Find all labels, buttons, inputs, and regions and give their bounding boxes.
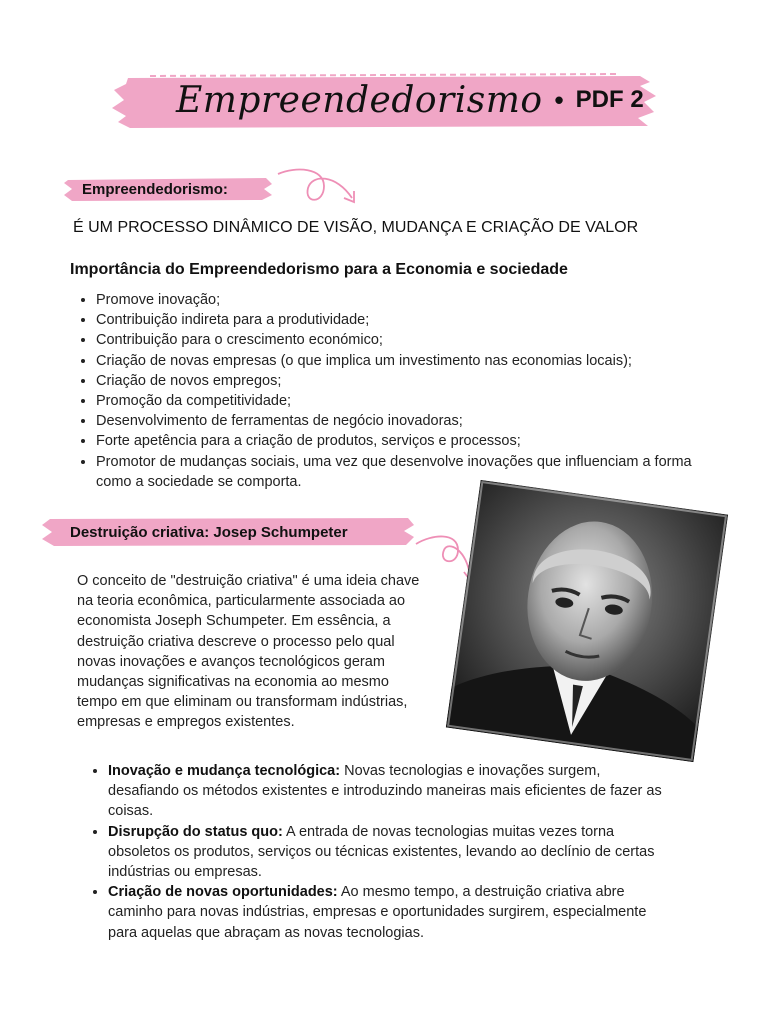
portrait-photo xyxy=(446,480,728,762)
list-item: • Contribuição indireta para a produtividade; xyxy=(96,310,726,330)
title-separator: • xyxy=(554,84,564,115)
list-item xyxy=(108,822,668,883)
item-text: Novas tecnologias e inovações surgem, desafiando os métodos existentes e introduzindo maneiras mais eficientes de fazer as coisas. xyxy=(108,763,662,820)
list-item: • Forte apetência para a criação de produtos, serviços e processos; xyxy=(96,431,726,451)
list-item: • Promotor de mudanças sociais, uma vez que desenvolve inovações que influenciam a forma como a sociedade se comporta. xyxy=(96,452,726,492)
importance-list xyxy=(78,290,726,492)
list-item xyxy=(108,761,668,822)
list-item: • Criação de novas empresas (o que implica um investimento nas economias locais); xyxy=(96,351,726,371)
item-text: Ao mesmo tempo, a destruição criativa abre caminho para novas indústrias, empresas e oportunidades surgirem, especialmente para aquelas que abraçam as novas tecnologias. xyxy=(108,884,647,941)
section-tag-destruicao xyxy=(40,515,416,549)
section-tag-label: Destruição criativa: Josep Schumpeter xyxy=(70,523,348,541)
title-pdf-label: PDF 2 xyxy=(575,86,644,113)
page-title xyxy=(176,74,644,126)
schumpeter-paragraph: O conceito de "destruição criativa" é uma ideia chave na teoria econômica, particularmente associada ao economista Joseph Schumpeter. Em essência, a destruição criativa descreve o processo pelo qual novas inovações e avanços tecnológicos geram mudanças significativas na economia ao mesmo tempo em que eliminam ou transformam indústrias, empresas e empregos existentes. xyxy=(77,573,420,731)
list-item: • Contribuição para o crescimento económico; xyxy=(96,330,726,350)
definition-text: É UM PROCESSO DINÂMICO DE VISÃO, MUDANÇA E CRIAÇÃO DE VALOR xyxy=(73,219,639,236)
section-tag-empreendedorismo xyxy=(62,175,274,203)
list-item: • Criação de novos empregos; xyxy=(96,371,726,391)
importance-heading: Importância do Empreendedorismo para a Economia e sociedade xyxy=(70,261,568,278)
item-text: A entrada de novas tecnologias muitas vezes torna obsoletos os produtos, serviços ou técnicas existentes, levando ao declínio de certas indústrias ou empresas. xyxy=(108,823,655,881)
list-item: • Desenvolvimento de ferramentas de negócio inovadoras; xyxy=(96,411,726,431)
destruction-details-list xyxy=(90,761,668,943)
list-item: • Promoção da competitividade; xyxy=(96,391,726,411)
list-item xyxy=(108,882,668,943)
section-tag-label: Empreendedorismo: xyxy=(82,180,228,198)
item-term: Inovação e mudança tecnológica: xyxy=(108,763,341,779)
item-term: Criação de novas oportunidades: xyxy=(108,884,338,901)
title-script-text: Empreendedorismo xyxy=(176,79,543,121)
item-term: Disrupção do status quo: xyxy=(108,823,283,840)
curly-arrow-icon xyxy=(274,164,364,210)
list-item: • Promove inovação; xyxy=(96,290,726,310)
